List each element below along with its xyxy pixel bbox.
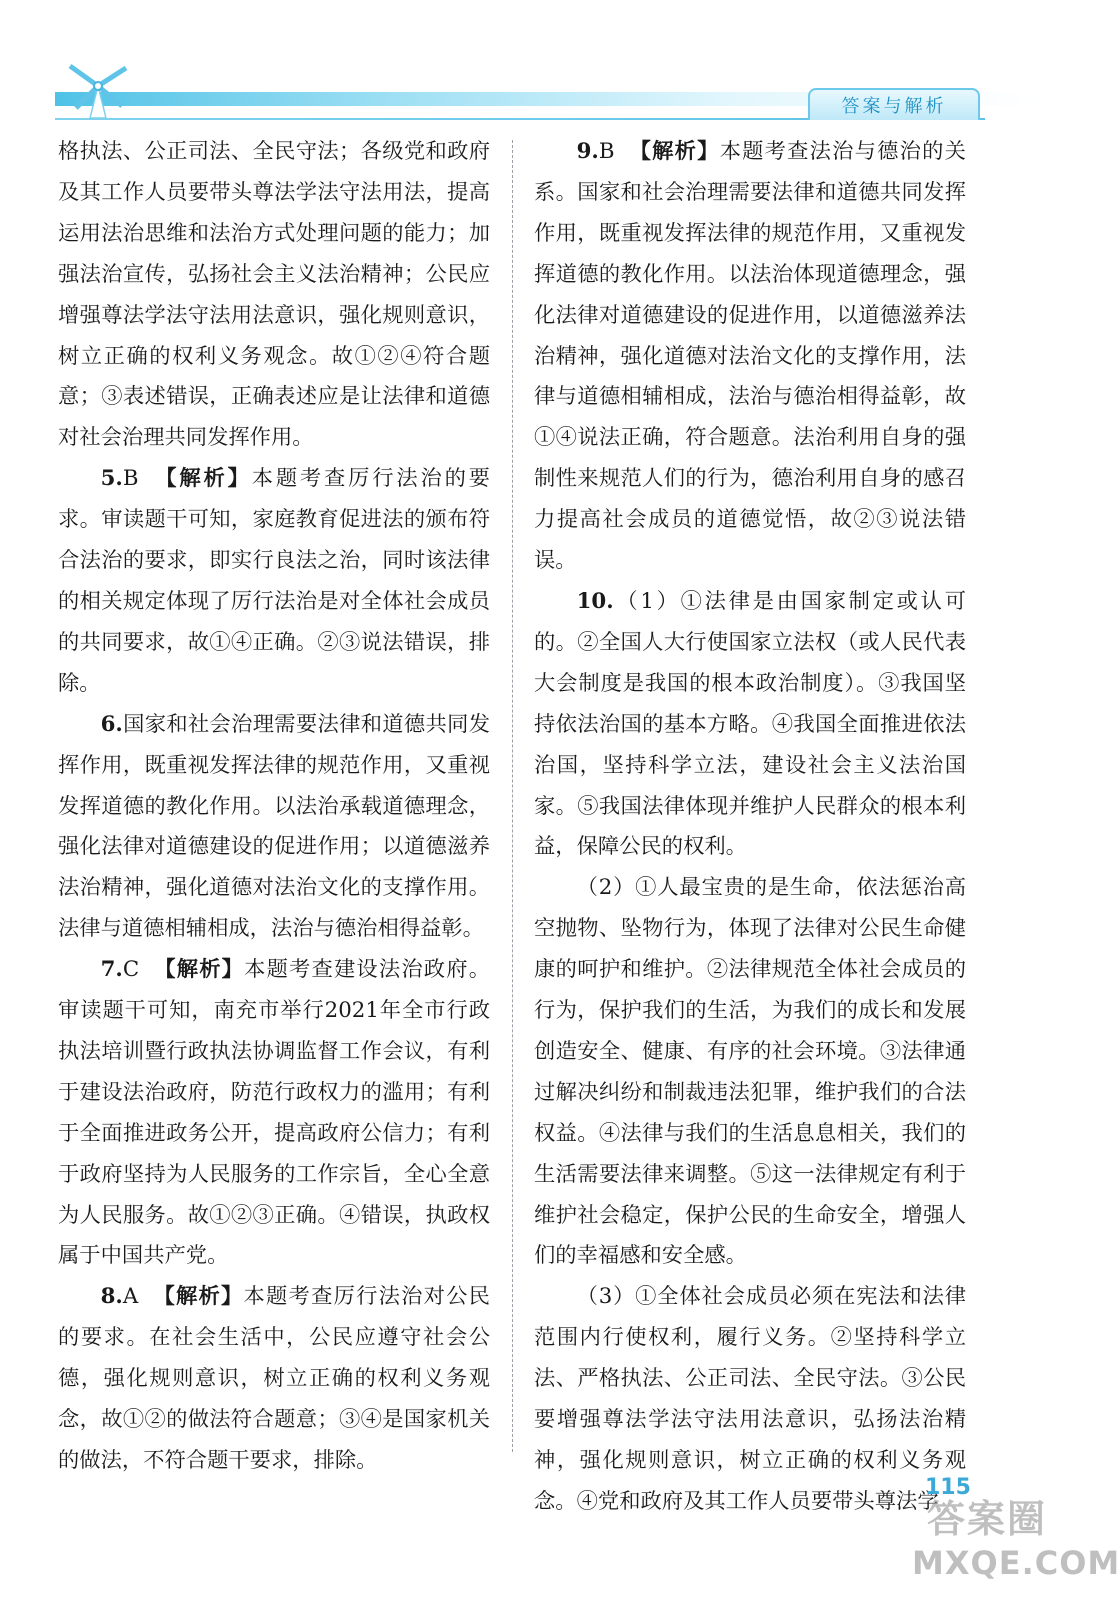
analysis-tag: 【解析】 <box>152 466 252 492</box>
answer-paragraph <box>58 132 490 459</box>
answer-text: （2）①人最宝贵的是生命，依法惩治高空抛物、坠物行为，体现了法律对公民生命健康的呵护和维护。②法律规范全体社会成员的行为，保护我们的生活，为我们的成长和发展创造安全、健康、有序的社会环境。③法律通过解决纠纷和制裁违法犯罪，维护我们的合法权益。④法律与我们的生活息息相关，我们的生活需要法律来调整。⑤这一法律规定有利于维护社会稳定，保护公民的生命安全，增强人们的幸福感和安全感。 <box>534 875 966 1269</box>
answer-paragraph <box>534 1277 966 1522</box>
answer-text: （1）①法律是由国家制定或认可的。②全国人大行使国家立法权（或人民代表大会制度是我国的根本政治制度）。③我国坚持依法治国的基本方略。④我国全面推进依法治国，坚持科学立法，建设社会主义法治国家。⑤我国法律体现并维护人民群众的根本利益，保障公民的权利。 <box>534 588 966 860</box>
page-header <box>0 0 1083 130</box>
watermark-text: 答案圈 <box>926 1497 1047 1541</box>
watermark-url: MXQE.COM <box>912 1544 1120 1582</box>
answer-choice: B <box>598 139 615 164</box>
answer-text: 本题考查建设法治政府。审读题干可知，南充市举行2021年全市行政执法培训暨行政执法协调监督工作会议，有利于建设法治政府，防范行政权力的滥用；有利于全面推进政务公开，提高政府公信力；有利于政府坚持为人民服务的工作宗旨，全心全意为人民服务。故①②③正确。④错误，执政权属于中国共产党。 <box>58 957 490 1269</box>
answer-text: 格执法、公正司法、全民守法；各级党和政府及其工作人员要带头尊法学法守法用法，提高运用法治思维和法治方式处理问题的能力；加强法治宣传，弘扬社会主义法治精神；公民应增强尊法学法守法用法意识，强化规则意识，树立正确的权利义务观念。故①②④符合题意；③表述错误，正确表述应是让法律和道德对社会治理共同发挥作用。 <box>58 139 490 451</box>
answer-choice: A <box>122 1284 139 1310</box>
answer-paragraph <box>534 868 966 1277</box>
analysis-tag: 【解析】 <box>628 139 720 164</box>
answer-item <box>58 459 490 704</box>
column-divider <box>512 140 513 1452</box>
question-number: 6. <box>100 711 123 737</box>
answer-item <box>58 950 490 1277</box>
left-text-column <box>58 132 490 1482</box>
answer-item <box>534 132 966 582</box>
page-number: 115 <box>925 1475 971 1500</box>
answer-text: 本题考查厉行法治对公民的要求。在社会生活中，公民应遵守社会公德，强化规则意识，树立正确的权利义务观念，故①②的做法符合题意；③④是国家机关的做法，不符合题干要求，排除。 <box>58 1284 490 1473</box>
answer-text: 本题考查厉行法治的要求。审读题干可知，家庭教育促进法的颁布符合法治的要求，即实行良法之治，同时该法律的相关规定体现了厉行法治是对全体社会成员的共同要求，故①④正确。②③说法错误，排除。 <box>58 466 490 696</box>
answer-text: 本题考查法治与德治的关系。国家和社会治理需要法律和道德共同发挥作用，既重视发挥法律的规范作用，又重视发挥道德的教化作用。以法治体现道德理念，强化法律对道德建设的促进作用，以道德滋养法治精神，强化道德对法治文化的支撑作用，法律与道德相辅相成，法治与德治相得益彰，故①④说法正确，符合题意。法治利用自身的强制性来规范人们的行为，德治利用自身的感召力提高社会成员的道德觉悟，故②③说法错误。 <box>534 139 966 574</box>
answer-item <box>58 705 490 950</box>
answer-choice: B <box>122 466 139 492</box>
answer-choice: C <box>122 957 140 983</box>
question-number: 8. <box>100 1284 123 1310</box>
answer-text: 国家和社会治理需要法律和道德共同发挥作用，既重视发挥法律的规范作用，又重视发挥道德的教化作用。以法治承载道德理念，强化法律对道德建设的促进作用；以道德滋养法治精神，强化道德对法治文化的支撑作用。法律与道德相辅相成，法治与德治相得益彰。 <box>58 711 490 942</box>
answer-item <box>58 1277 490 1482</box>
question-number: 7. <box>100 957 123 983</box>
analysis-tag: 【解析】 <box>153 957 245 983</box>
question-number: 10. <box>576 588 614 614</box>
question-number: 5. <box>100 466 123 492</box>
windmill-icon <box>40 58 150 120</box>
answer-item <box>534 582 966 868</box>
section-title-tab: 答案与解析 <box>808 88 980 120</box>
watermark-logo <box>912 1488 1120 1596</box>
analysis-tag: 【解析】 <box>152 1284 244 1310</box>
answer-text: （3）①全体社会成员必须在宪法和法律范围内行使权利，履行义务。②坚持科学立法、严格执法、公正司法、全民守法。③公民要增强尊法学法守法用法意识，弘扬法治精神，强化规则意识，树立正确的权利义务观念。④党和政府及其工作人员要带头尊法学 <box>534 1284 966 1514</box>
question-number: 9. <box>576 139 599 164</box>
right-text-column <box>534 132 966 1523</box>
